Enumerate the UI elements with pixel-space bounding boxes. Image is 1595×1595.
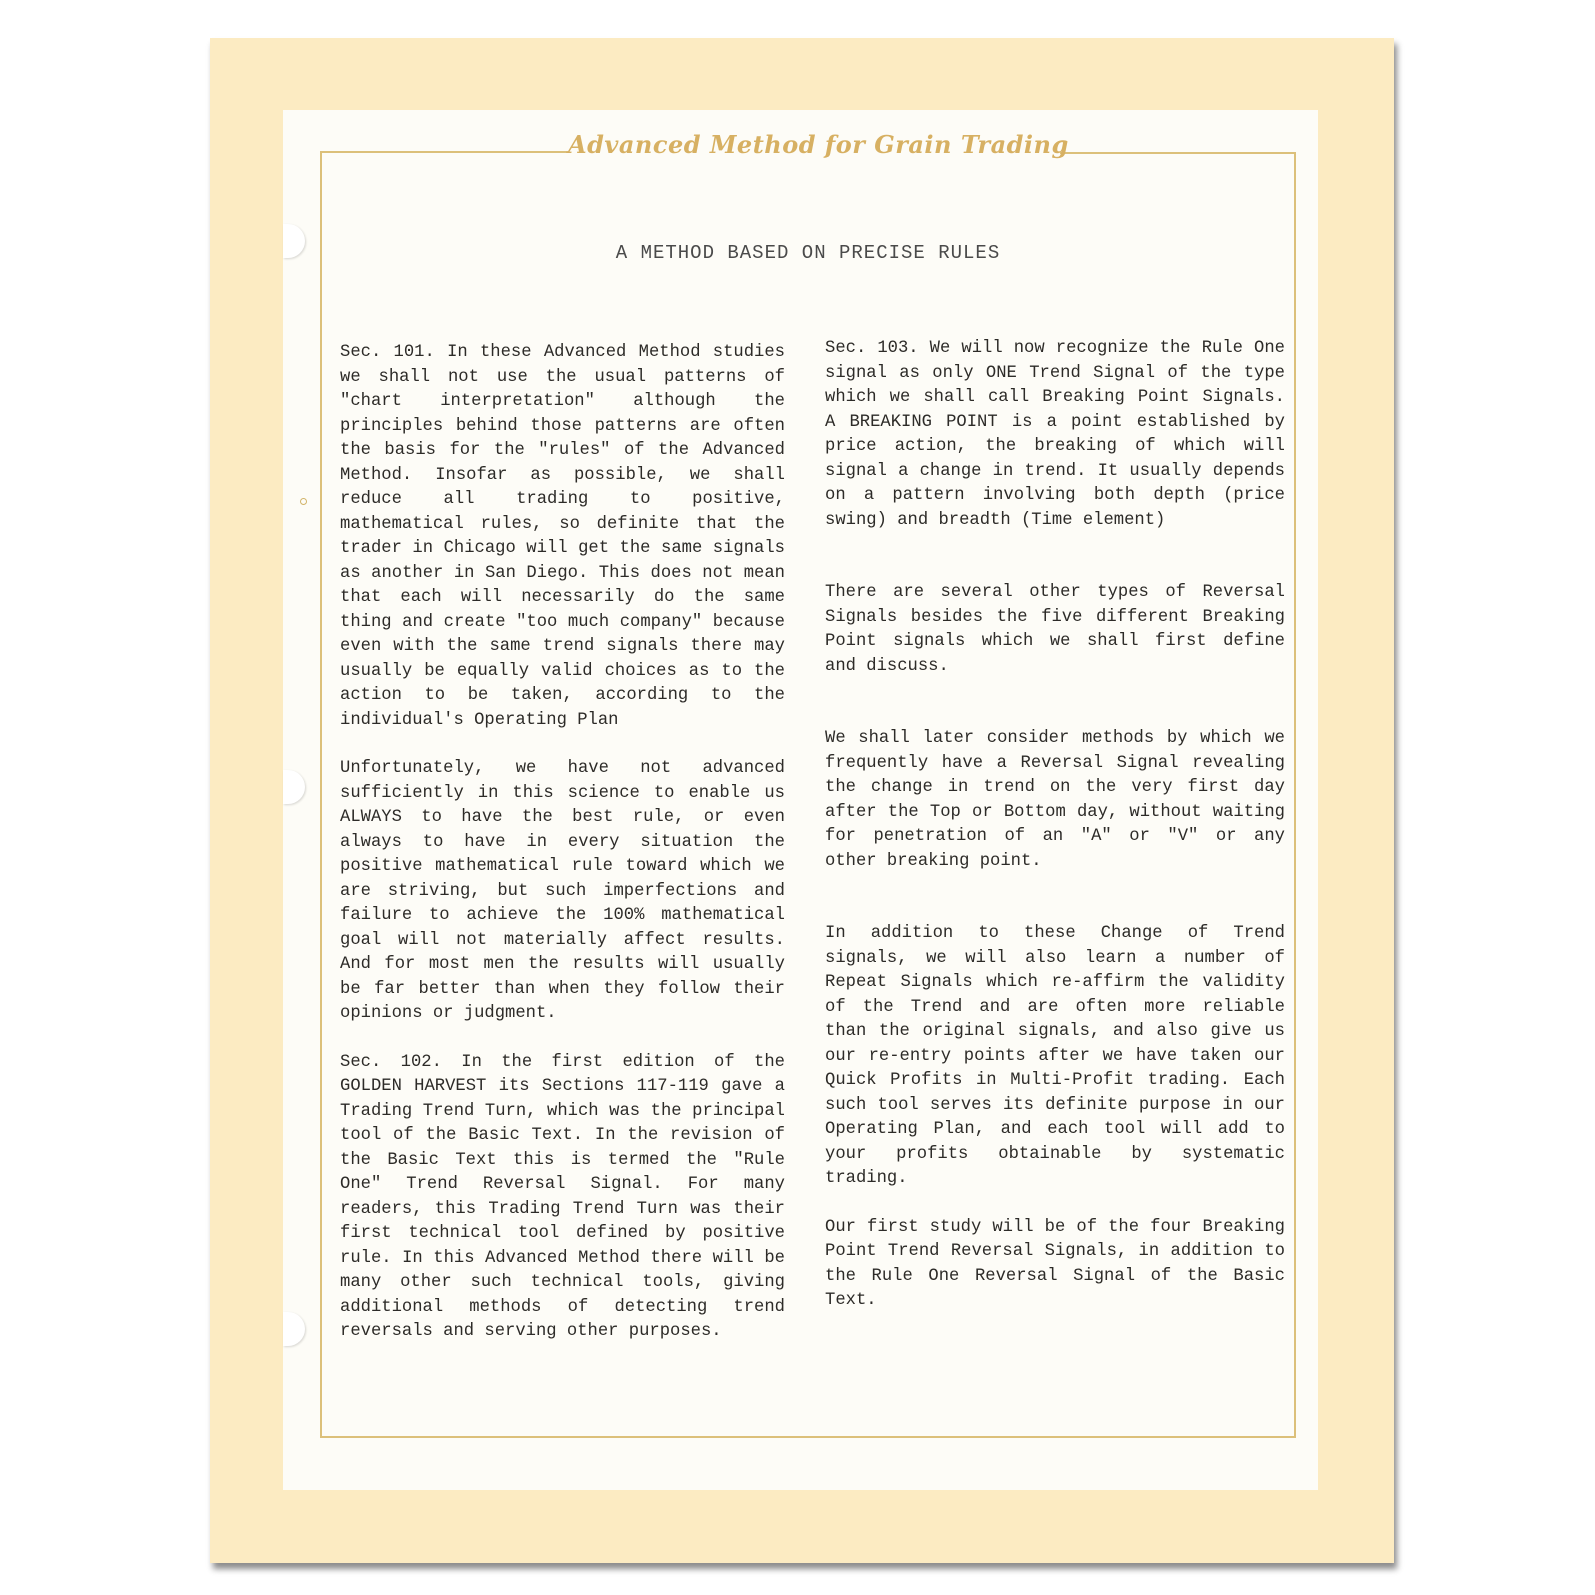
header-banner: Advanced Method for Grain Trading bbox=[568, 130, 1069, 159]
frame-top-rule-left bbox=[320, 151, 568, 153]
paragraph-unfortunately: Unfortunately, we have not advanced sufficiently in this science to enable us ALWAYS to have the best rule, or even always to have in every situation the positive mathematical rule toward which we are striving, but such imperfections and failure to achieve the 100% mathematical goal will not materially affect results. And for most men the results will usually be far better than when they follow their opinions or judgment. bbox=[340, 759, 785, 1023]
left-column bbox=[340, 341, 785, 1345]
paragraph-later-methods: We shall later consider methods by which we frequently have a Reversal Signal revealing the change in trend on the very first day after the Top or Bottom day, without waiting for penetration of an "A" or "V" or any other breaking point. bbox=[825, 729, 1285, 871]
paragraph-sec-101: Sec. 101. In these Advanced Method studies we shall not use the usual patterns of "chart interpretation" although the principles behind those patterns are often the basis for the "rules" of the Advanced Method. Insofar as possible, we shall reduce all trading to positive, mathematical rules, so definite that the trader in Chicago will get the same signals as another in San Diego. This does not mean that each will necessarily do the same thing and create "too much company" because even with the same trend signals there may usually be equally valid choices as to the action to be taken, according to the individual's Operating Plan bbox=[340, 343, 785, 730]
paragraph-reversal-signals: There are several other types of Reversal Signals besides the five different Breaking Point signals which we shall first define and discuss. bbox=[825, 583, 1285, 676]
paragraph-first-study: Our first study will be of the four Breaking Point Trend Reversal Signals, in addition to the Rule One Reversal Signal of the Basic Text. bbox=[825, 1217, 1285, 1310]
paragraph-sec-103: Sec. 103. We will now recognize the Rule One signal as only ONE Trend Signal of the type which we shall call Breaking Point Signals. A BREAKING POINT is a point established by price action, the breaking of which will signal a change in trend. It usually depends on a pattern involving both depth (price swing) and breadth (Time element) bbox=[825, 339, 1285, 530]
paragraph-repeat-signals: In addition to these Change of Trend signals, we will also learn a number of Repeat Signals which re-affirm the validity of the Trend and are often more reliable than the original signals, and also give us our re-entry points after we have taken our Quick Profits in Multi-Profit trading. Each such tool serves its definite purpose in our Operating Plan, and each tool will add to your profits obtainable by systematic trading. bbox=[825, 924, 1285, 1188]
paragraph-sec-102: Sec. 102. In the first edition of the GOLDEN HARVEST its Sections 117-119 gave a Trading Trend Turn, which was the principal tool of the Basic Text. In the revision of the Basic Text this is termed the "Rule One" Trend Reversal Signal. For many readers, this Trading Trend Turn was their first technical tool defined by positive rule. In this Advanced Method there will be many other such technical tools, giving additional methods of detecting trend reversals and serving other purposes. bbox=[340, 1052, 785, 1341]
margin-dot bbox=[300, 498, 307, 505]
page-title: A METHOD BASED ON PRECISE RULES bbox=[615, 242, 1001, 264]
frame-top-rule-right bbox=[1060, 152, 1296, 154]
right-column bbox=[825, 337, 1285, 1314]
